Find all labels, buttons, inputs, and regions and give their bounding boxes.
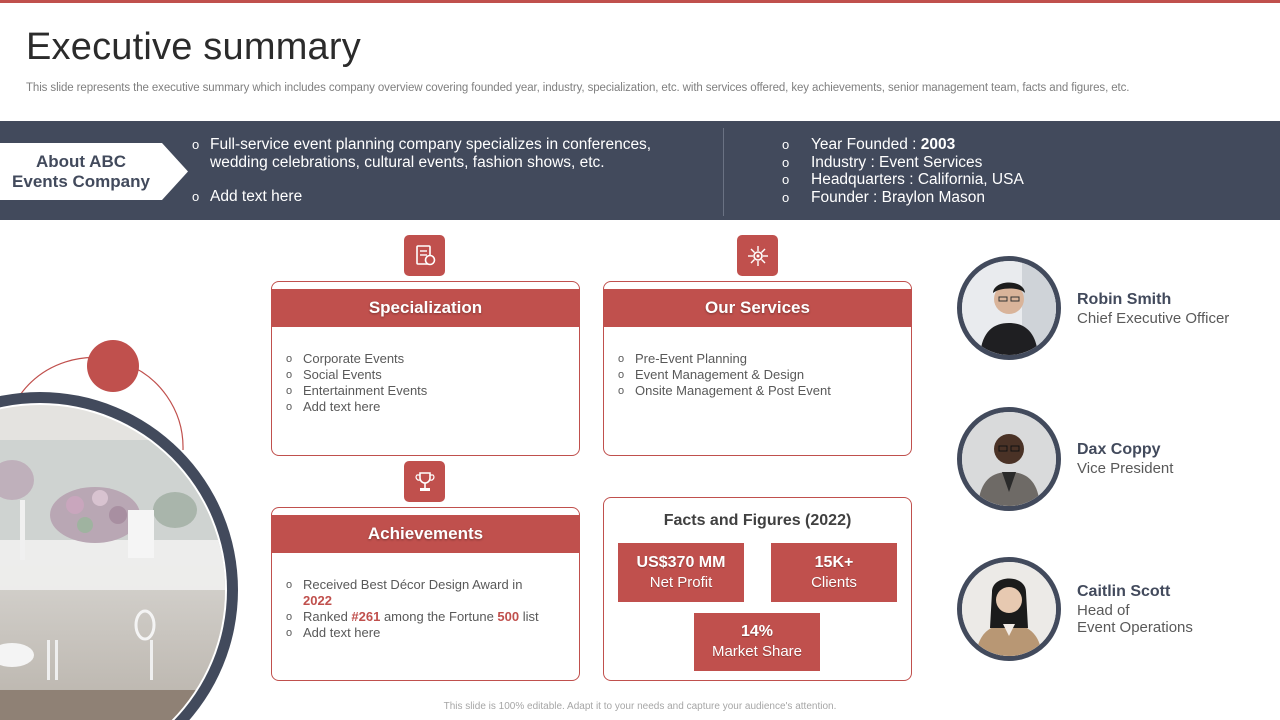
team-name: Robin Smith (1077, 291, 1172, 308)
network-gear-icon (737, 235, 778, 276)
about-company-tag (0, 143, 188, 200)
fact-market-share: 14% Market Share (694, 613, 820, 671)
headquarters-item: o Headquarters : California, USA (782, 171, 1112, 189)
facts-title: Facts and Figures (2022) (663, 512, 852, 529)
team-role: Chief Executive Officer (1077, 310, 1230, 327)
about-description-list (192, 136, 662, 223)
list-item: o Corporate Events (286, 351, 427, 367)
services-title: Our Services (603, 289, 912, 327)
specialization-list (286, 351, 427, 415)
services-list (618, 351, 831, 399)
about-tag-line1: About ABC (35, 151, 126, 171)
list-item: o Entertainment Events (286, 383, 427, 399)
footer-note: This slide is 100% editable. Adapt it to your needs and capture your audience's attention. (443, 701, 837, 712)
achievements-title: Achievements (271, 515, 580, 553)
list-item: o Onsite Management & Post Event (618, 383, 831, 399)
industry-item: o Industry : Event Services (782, 154, 1112, 172)
facts-card (603, 497, 912, 681)
fact-net-profit: US$370 MM Net Profit (618, 543, 744, 602)
achievements-list (286, 577, 539, 641)
award-item: o Received Best Décor Design Award in 2022 (286, 577, 539, 609)
band-divider (723, 128, 724, 216)
year-founded-item: o Year Founded : 2003 (782, 136, 1112, 154)
list-item: o Pre-Event Planning (618, 351, 831, 367)
ranking-item: o Ranked #261 among the Fortune 500 list (286, 609, 539, 625)
top-accent-rule (0, 0, 1280, 3)
about-item: o Add text here (192, 188, 662, 206)
about-tag-line2: Events Company (12, 171, 150, 191)
page-subtitle: This slide represents the executive summary which includes company overview covering founded year, industry, specialization, etc. with services offered, key achievements, senior management team, facts and figures, etc. (26, 82, 1130, 94)
founder-item: o Founder : Braylon Mason (782, 189, 1112, 207)
avatar-caitlin-scott (957, 557, 1061, 661)
list-item: o Add text here (286, 399, 427, 415)
team-role: Vice President (1077, 460, 1174, 477)
document-icon (404, 235, 445, 276)
company-facts-list (782, 136, 1112, 206)
specialization-card (271, 281, 580, 456)
decorative-event-photo (0, 330, 250, 720)
achievements-card (271, 507, 580, 681)
trophy-icon (404, 461, 445, 502)
avatar-robin-smith (957, 256, 1061, 360)
avatar-dax-coppy (957, 407, 1061, 511)
specialization-title: Specialization (271, 289, 580, 327)
list-item: o Add text here (286, 625, 539, 641)
services-card (603, 281, 912, 456)
about-item: o Full-service event planning company specializes in conferences, wedding celebrations, cultural events, fashion shows, etc. (192, 136, 662, 171)
list-item: o Social Events (286, 367, 427, 383)
page-title: Executive summary (26, 26, 361, 68)
team-name: Dax Coppy (1077, 441, 1161, 458)
team-role: Head of Event Operations (1077, 602, 1193, 636)
team-name: Caitlin Scott (1077, 583, 1171, 600)
list-item: o Event Management & Design (618, 367, 831, 383)
fact-clients: 15K+ Clients (771, 543, 897, 602)
